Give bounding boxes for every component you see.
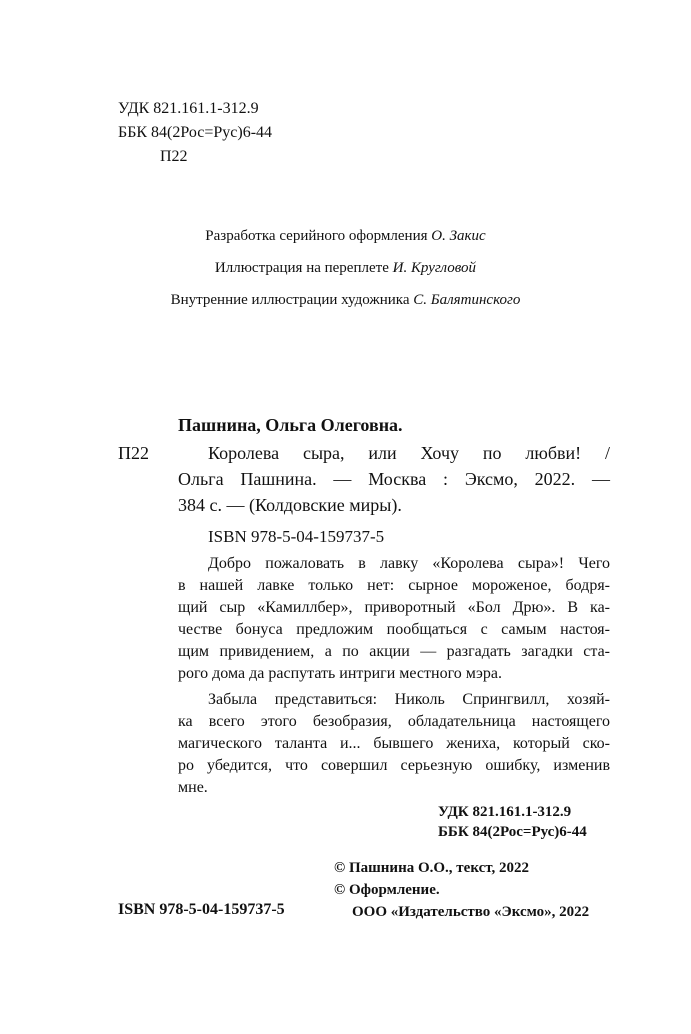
credit-prefix: Разработка серийного оформления: [205, 228, 428, 244]
credit-cover-illustration: [0, 260, 691, 277]
bib-extent-line: 384 с. — (Колдовские миры).: [178, 495, 402, 515]
bbk-code: ББК 84(2Рос=Рус)6-44: [118, 124, 273, 141]
annotation-line: ка всего этого безобразия, обладательница настоящего: [178, 713, 610, 730]
footer-bbk: ББК 84(2Рос=Рус)6-44: [438, 824, 587, 840]
annotation-line: щий сыр «Камиллбер», приворотный «Бол Дрю». В ка-: [178, 599, 610, 616]
bib-isbn: ISBN 978-5-04-159737-5: [208, 527, 385, 546]
copyright-publisher: ООО «Издательство «Эксмо», 2022: [352, 904, 590, 920]
author-heading: Пашнина, Ольга Олеговна.: [178, 415, 403, 435]
annotation-line: Добро пожаловать в лавку «Королева сыра»! Чего: [208, 555, 610, 572]
footer-udk: УДК 821.161.1-312.9: [438, 804, 572, 820]
credit-prefix: Внутренние иллюстрации художника: [170, 292, 410, 308]
bib-sign: П22: [118, 443, 149, 463]
credit-series-design: [0, 228, 691, 245]
credit-name: С. Балятинского: [413, 292, 521, 308]
copyright-design: © Оформление.: [334, 882, 440, 898]
credit-name: О. Закис: [431, 228, 486, 244]
annotation-line: мне.: [178, 779, 208, 796]
annotation-line: честве бонуса предложим пообщаться с самым настоя-: [178, 621, 610, 638]
annotation-line: рого дома да распутать интриги местного мэра.: [178, 665, 503, 682]
bib-title-line: Королева сыра, или Хочу по любви! /: [208, 443, 610, 463]
udk-code: УДК 821.161.1-312.9: [118, 100, 259, 117]
credit-prefix: Иллюстрация на переплете: [214, 260, 389, 276]
footer-isbn: ISBN 978-5-04-159737-5: [118, 901, 285, 918]
bib-imprint-line: Ольга Пашнина. — Москва : Эксмо, 2022. —: [178, 469, 610, 489]
annotation-line: Забыла представиться: Николь Спрингвилл, хозяй-: [208, 691, 610, 708]
credit-inner-illustrations: [0, 292, 691, 309]
author-sign: П22: [160, 148, 188, 165]
copyright-text: © Пашнина О.О., текст, 2022: [334, 860, 529, 876]
annotation-line: щим привидением, а по акции — разгадать загадки ста-: [178, 643, 610, 660]
credit-name: И. Кругловой: [392, 260, 477, 276]
annotation-line: ро убедится, что совершил серьезную ошибку, изменив: [178, 757, 610, 774]
annotation-line: в нашей лавке только нет: сырное мороженое, бодря-: [178, 577, 610, 594]
annotation-line: магического таланта и... бывшего жениха, который ско-: [178, 735, 610, 752]
